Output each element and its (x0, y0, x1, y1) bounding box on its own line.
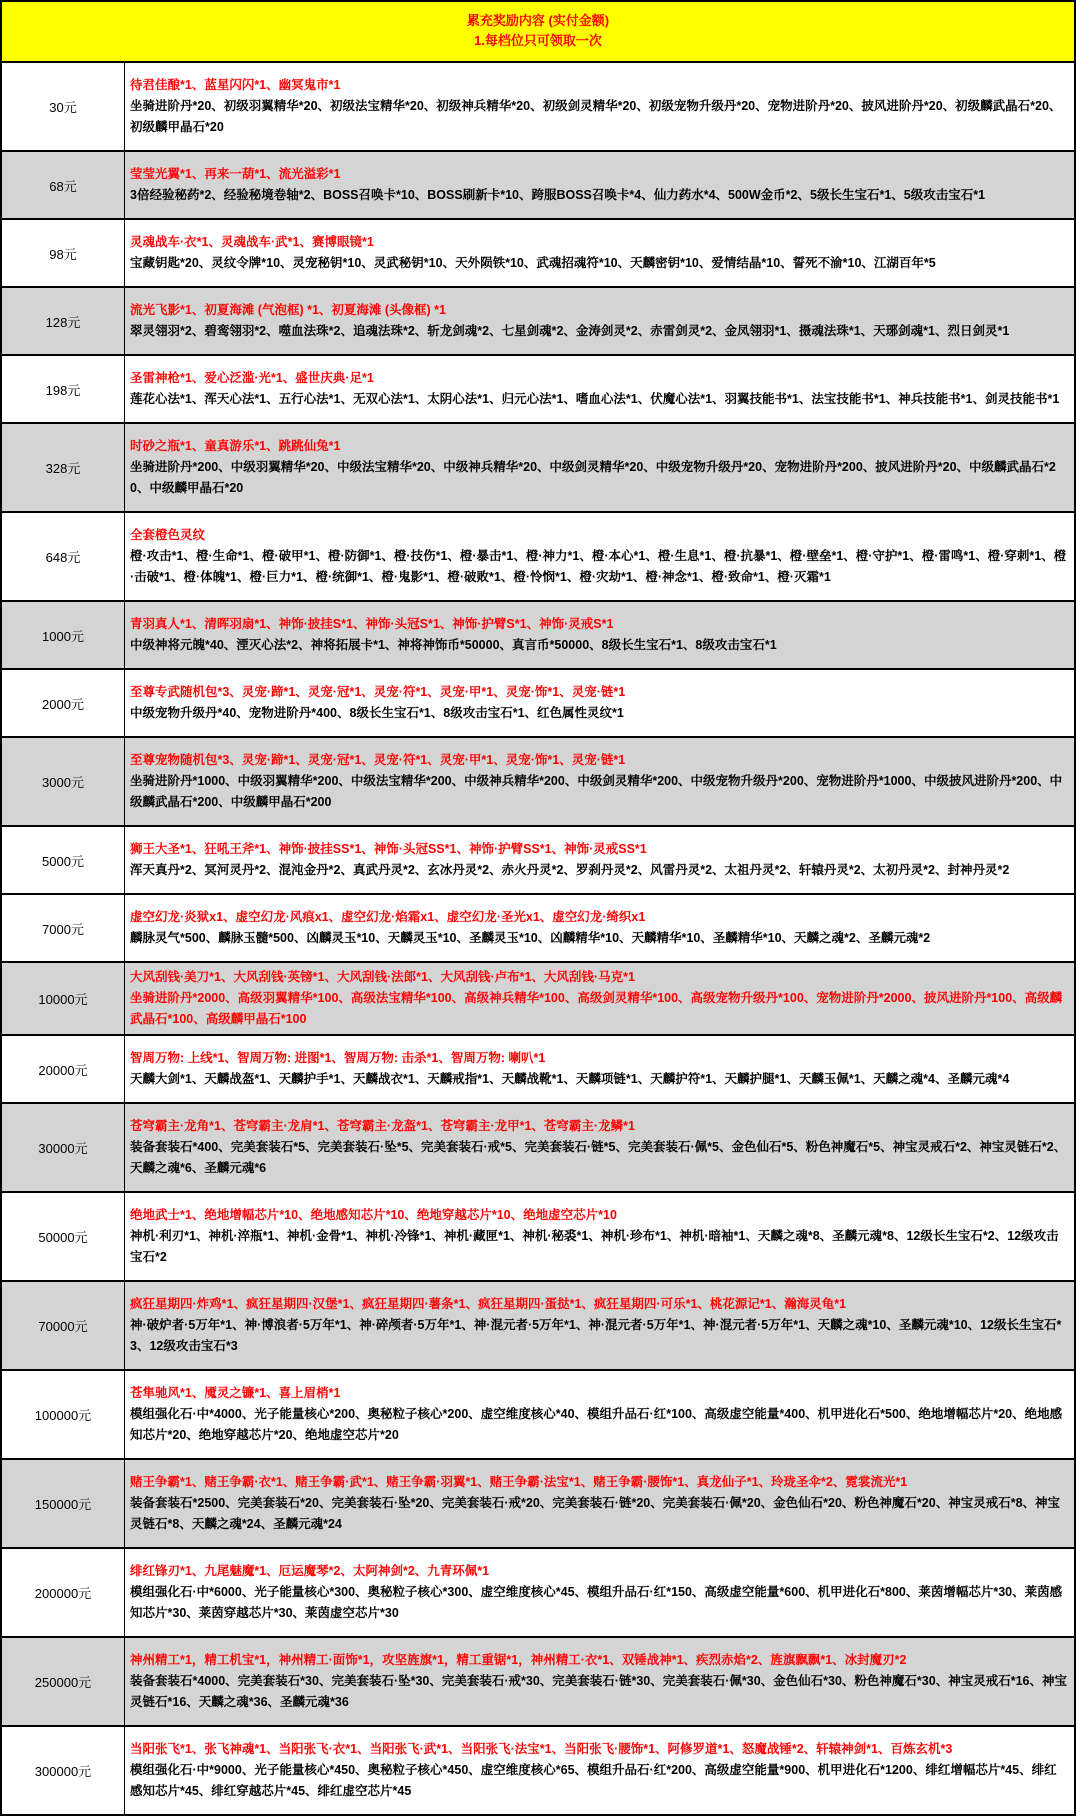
tier-price-label: 328元 (2, 424, 125, 511)
reward-row-150000 (2, 1460, 1074, 1549)
tier-price-label: 100000元 (2, 1371, 125, 1458)
special-rewards-line: 绝地武士*1、绝地增幅芯片*10、绝地感知芯片*10、绝地穿越芯片*10、绝地虚空芯片*10 (130, 1208, 617, 1222)
tier-price-label: 10000元 (2, 963, 125, 1034)
tier-price-label: 70000元 (2, 1282, 125, 1369)
regular-rewards-line: 装备套装石*2500、完美套装石*20、完美套装石·坠*20、完美套装石·戒*20、完美套装石·链*20、完美套装石·佩*20、金色仙石*20、粉色神魔石*20、神宝灵戒石*8、神宝灵链石*8、天麟之魂*24、圣麟元魂*24 (130, 1496, 1061, 1531)
regular-rewards-line: 神·破炉者·5万年*1、神·博浪者·5万年*1、神·碎颅者·5万年*1、神·混元者·5万年*1、神·混元者·5万年*1、神·混元者·5万年*1、天麟之魂*10、圣麟元魂*10、12级长生宝石*3、12级攻击宝石*3 (130, 1318, 1062, 1353)
special-rewards-line: 青羽真人*1、清晖羽扇*1、神饰·披挂S*1、神饰·头冠S*1、神饰·护臂S*1、神饰·灵戒S*1 (130, 617, 614, 631)
regular-rewards-line: 莲花心法*1、浑天心法*1、五行心法*1、无双心法*1、太阴心法*1、归元心法*1、嗜血心法*1、伏魔心法*1、羽翼技能书*1、法宝技能书*1、神兵技能书*1、剑灵技能书*1 (130, 392, 1060, 406)
reward-row-200000 (2, 1549, 1074, 1638)
reward-cell (125, 963, 1074, 1034)
special-rewards-line: 时砂之瓶*1、童真游乐*1、跳跳仙兔*1 (130, 439, 341, 453)
reward-cell (125, 1193, 1074, 1280)
special-rewards-line: 苍隼驰风*1、魇灵之镰*1、喜上眉梢*1 (130, 1386, 341, 1400)
reward-row-100000 (2, 1371, 1074, 1460)
regular-rewards-line: 模组强化石·中*9000、光子能量核心*450、奥秘粒子核心*450、虚空维度核心*65、模组升品石·红*200、高级虚空能量*900、机甲进化石*1200、绯红增幅芯片*45、绯红感知芯片*45、绯红穿越芯片*45、绯红虚空芯片*45 (130, 1763, 1057, 1798)
tier-price-label: 2000元 (2, 670, 125, 736)
tier-price-label: 20000元 (2, 1036, 125, 1102)
reward-row-198 (2, 356, 1074, 424)
special-rewards-line: 神州精工*1，精工机宝*1，神州精工·面饰*1，攻坚旌旗*1，精工重锯*1，神州精工·衣*1、双锤战神*1、疾烈赤焰*2、旌旗飘飘*1、冰封魔刃*2 (130, 1653, 907, 1667)
reward-row-10000 (2, 963, 1074, 1036)
special-rewards-line: 大风刮钱·美刀*1、大风刮钱·英镑*1、大风刮钱·法郎*1、大风刮钱·卢布*1、大风刮钱·马克*1 (130, 970, 635, 984)
regular-rewards-line: 装备套装石*400、完美套装石*5、完美套装石·坠*5、完美套装石·戒*5、完美套装石·链*5、完美套装石·佩*5、金色仙石*5、粉色神魔石*5、神宝灵戒石*2、神宝灵链石*2、天麟之魂*6、圣麟元魂*6 (130, 1140, 1067, 1175)
regular-rewards-line: 橙·攻击*1、橙·生命*1、橙·破甲*1、橙·防御*1、橙·技伤*1、橙·暴击*1、橙·神力*1、橙·本心*1、橙·生息*1、橙·抗暴*1、橙·壁垒*1、橙·守护*1、橙·雷鸣*1、橙·穿刺*1、橙·击破*1、橙·体魄*1、橙·巨力*1、橙·统御*1、橙·鬼影*1、橙·破败*1、橙·怜悯*1、橙·灾劫*1、橙·神念*1、橙·致命*1、橙·灭霜*1 (130, 549, 1067, 584)
reward-cell (125, 1638, 1074, 1725)
regular-rewards-line: 坐骑进阶丹*200、中级羽翼精华*20、中级法宝精华*20、中级神兵精华*20、中级剑灵精华*20、中级宠物升级丹*20、宠物进阶丹*200、披风进阶丹*20、中级麟武晶石*20、中级麟甲晶石*20 (130, 460, 1056, 495)
regular-rewards-line: 坐骑进阶丹*1000、中级羽翼精华*200、中级法宝精华*200、中级神兵精华*200、中级剑灵精华*200、中级宠物升级丹*200、宠物进阶丹*1000、中级披风进阶丹*200、中级麟武晶石*200、中级麟甲晶石*200 (130, 774, 1063, 809)
tier-price-label: 648元 (2, 513, 125, 600)
reward-cell (125, 1036, 1074, 1102)
reward-row-30 (2, 63, 1074, 152)
tier-price-label: 3000元 (2, 738, 125, 825)
special-rewards-line: 绯红锋刃*1、九尾魅魔*1、厄运魔琴*2、太阿神剑*2、九青环佩*1 (130, 1564, 490, 1578)
reward-row-30000 (2, 1104, 1074, 1193)
special-rewards-line: 流光飞影*1、初夏海滩 (气泡框) *1、初夏海滩 (头像框) *1 (130, 303, 446, 317)
reward-cell (125, 1460, 1074, 1547)
regular-rewards-line: 装备套装石*4000、完美套装石*30、完美套装石·坠*30、完美套装石·戒*30、完美套装石·链*30、完美套装石·佩*30、金色仙石*30、粉色神魔石*30、神宝灵戒石*16、神宝灵链石*16、天麟之魂*36、圣麟元魂*36 (130, 1674, 1067, 1709)
special-rewards-line: 圣雷神枪*1、爱心泛滥·光*1、盛世庆典·足*1 (130, 371, 374, 385)
reward-cell (125, 1282, 1074, 1369)
tier-price-label: 50000元 (2, 1193, 125, 1280)
reward-cell (125, 1549, 1074, 1636)
special-rewards-line: 智周万物: 上线*1、智周万物: 进图*1、智周万物: 击杀*1、智周万物: 喇叭*1 (130, 1051, 546, 1065)
table-title: 累充奖励内容 (实付金额) (466, 13, 610, 28)
special-rewards-line: 苍穹霸主·龙角*1、苍穹霸主·龙肩*1、苍穹霸主·龙盔*1、苍穹霸主·龙甲*1、苍穹霸主·龙鳞*1 (130, 1119, 635, 1133)
tier-price-label: 68元 (2, 152, 125, 218)
reward-row-5000 (2, 827, 1074, 895)
special-rewards-line: 灵魂战车·衣*1、灵魂战车·武*1、赛博眼镜*1 (130, 235, 374, 249)
reward-cell (125, 1104, 1074, 1191)
tier-price-label: 198元 (2, 356, 125, 422)
reward-cell (125, 513, 1074, 600)
special-rewards-line: 疯狂星期四·炸鸡*1、疯狂星期四·汉堡*1、疯狂星期四·薯条*1、疯狂星期四·蛋挞*1、疯狂星期四·可乐*1、桃花源记*1、瀚海灵龟*1 (130, 1297, 847, 1311)
reward-row-3000 (2, 738, 1074, 827)
regular-rewards-line: 天麟大剑*1、天麟战盔*1、天麟护手*1、天麟战衣*1、天麟戒指*1、天麟战靴*1、天麟项链*1、天麟护符*1、天麟护腿*1、天麟玉佩*1、天麟之魂*4、圣麟元魂*4 (130, 1072, 1010, 1086)
reward-cell (125, 895, 1074, 961)
special-rewards-line: 至尊宠物随机包*3、灵宠·蹄*1、灵宠·冠*1、灵宠·符*1、灵宠·甲*1、灵宠·饰*1、灵宠·链*1 (130, 753, 626, 767)
tier-price-label: 30000元 (2, 1104, 125, 1191)
regular-rewards-line: 中级神将元魄*40、湮灭心法*2、神将拓展卡*1、神将神饰币*50000、真言币*50000、8级长生宝石*1、8级攻击宝石*1 (130, 638, 777, 652)
regular-rewards-line: 宝藏钥匙*20、灵纹令牌*10、灵宠秘钥*10、灵武秘钥*10、天外陨铁*10、武魂招魂符*10、天麟密钥*10、爱情结晶*10、誓死不渝*10、江湖百年*5 (130, 256, 936, 270)
reward-row-128 (2, 288, 1074, 356)
tier-price-label: 30元 (2, 63, 125, 150)
tier-price-label: 5000元 (2, 827, 125, 893)
reward-cell (125, 1727, 1074, 1814)
reward-cell (125, 220, 1074, 286)
regular-rewards-line: 麟脉灵气*500、麟脉玉髓*500、凶麟灵玉*10、天麟灵玉*10、圣麟灵玉*10、凶麟精华*10、天麟精华*10、圣麟精华*10、天麟之魂*2、圣麟元魂*2 (130, 931, 931, 945)
special-rewards-line: 待君佳酿*1、蓝星闪闪*1、幽冥鬼市*1 (130, 78, 341, 92)
reward-row-50000 (2, 1193, 1074, 1282)
special-rewards-line: 当阳张飞*1、张飞神魂*1、当阳张飞·衣*1、当阳张飞·武*1、当阳张飞·法宝*1、当阳张飞·腰饰*1、阿修罗道*1、怒魔战锤*2、轩辕神剑*1、百炼玄机*3 (130, 1742, 953, 1756)
reward-cell (125, 670, 1074, 736)
tier-price-label: 200000元 (2, 1549, 125, 1636)
reward-row-70000 (2, 1282, 1074, 1371)
regular-rewards-line: 坐骑进阶丹*2000、高级羽翼精华*100、高级法宝精华*100、高级神兵精华*100、高级剑灵精华*100、高级宠物升级丹*100、宠物进阶丹*2000、披风进阶丹*100、高级麟武晶石*100、高级麟甲晶石*100 (130, 991, 1063, 1026)
reward-row-98 (2, 220, 1074, 288)
reward-row-300000 (2, 1727, 1074, 1814)
reward-cell (125, 63, 1074, 150)
reward-cell (125, 152, 1074, 218)
regular-rewards-line: 翠灵翎羽*2、碧鸾翎羽*2、噬血法珠*2、追魂法珠*2、斩龙剑魂*2、七星剑魂*2、金涛剑灵*2、赤雷剑灵*2、金凤翎羽*1、摄魂法珠*1、天琊剑魂*1、烈日剑灵*1 (130, 324, 1010, 338)
reward-cell (125, 827, 1074, 893)
reward-cell (125, 738, 1074, 825)
regular-rewards-line: 神机·利刃*1、神机·淬瓶*1、神机·金骨*1、神机·冷锋*1、神机·藏匣*1、神机·秘裘*1、神机·珍布*1、神机·暗袖*1、天麟之魂*8、圣麟元魂*8、12级长生宝石*2、12级攻击宝石*2 (130, 1229, 1059, 1264)
regular-rewards-line: 浑天真丹*2、冥河灵丹*2、混沌金丹*2、真武丹灵*2、玄冰丹灵*2、赤火丹灵*2、罗刹丹灵*2、风雷丹灵*2、太祖丹灵*2、轩辕丹灵*2、太初丹灵*2、封神丹灵*2 (130, 863, 1010, 877)
reward-cell (125, 602, 1074, 668)
reward-cell (125, 356, 1074, 422)
reward-row-648 (2, 513, 1074, 602)
special-rewards-line: 狮王大圣*1、狂吼王斧*1、神饰·披挂SS*1、神饰·头冠SS*1、神饰·护臂SS*1、神饰·灵戒SS*1 (130, 842, 647, 856)
reward-row-20000 (2, 1036, 1074, 1104)
table-header (2, 2, 1074, 63)
tier-price-label: 300000元 (2, 1727, 125, 1814)
reward-cell (125, 1371, 1074, 1458)
special-rewards-line: 赌王争霸*1、赌王争霸·衣*1、赌王争霸·武*1、赌王争霸·羽翼*1、赌王争霸·法宝*1、赌王争霸·腰饰*1、真龙仙子*1、玲珑圣伞*2、霓裳流光*1 (130, 1475, 908, 1489)
tier-price-label: 150000元 (2, 1460, 125, 1547)
regular-rewards-line: 中级宠物升级丹*40、宠物进阶丹*400、8级长生宝石*1、8级攻击宝石*1、红色属性灵纹*1 (130, 706, 624, 720)
regular-rewards-line: 模组强化石·中*4000、光子能量核心*200、奥秘粒子核心*200、虚空维度核心*40、模组升品石·红*100、高级虚空能量*400、机甲进化石*500、绝地增幅芯片*20、绝地感知芯片*20、绝地穿越芯片*20、绝地虚空芯片*20 (130, 1407, 1063, 1442)
tier-price-label: 250000元 (2, 1638, 125, 1725)
regular-rewards-line: 3倍经验秘药*2、经验秘境卷轴*2、BOSS召唤卡*10、BOSS刷新卡*10、跨服BOSS召唤卡*4、仙力药水*4、500W金币*2、5级长生宝石*1、5级攻击宝石*1 (130, 188, 986, 202)
regular-rewards-line: 坐骑进阶丹*20、初级羽翼精华*20、初级法宝精华*20、初级神兵精华*20、初级剑灵精华*20、初级宠物升级丹*20、宠物进阶丹*20、披风进阶丹*20、初级麟武晶石*20、初级麟甲晶石*20 (130, 99, 1062, 134)
special-rewards-line: 至尊专武随机包*3、灵宠·蹄*1、灵宠·冠*1、灵宠·符*1、灵宠·甲*1、灵宠·饰*1、灵宠·链*1 (130, 685, 626, 699)
reward-row-1000 (2, 602, 1074, 670)
special-rewards-line: 全套橙色灵纹 (130, 528, 206, 542)
regular-rewards-line: 模组强化石·中*6000、光子能量核心*300、奥秘粒子核心*300、虚空维度核心*45、模组升品石·红*150、高级虚空能量*600、机甲进化石*800、莱茵增幅芯片*30、莱茵感知芯片*30、莱茵穿越芯片*30、莱茵虚空芯片*30 (130, 1585, 1063, 1620)
special-rewards-line: 虚空幻龙·炎狱x1、虚空幻龙·风痕x1、虚空幻龙·焰霜x1、虚空幻龙·圣光x1、虚空幻龙·绮织x1 (130, 910, 646, 924)
tier-price-label: 1000元 (2, 602, 125, 668)
reward-row-328 (2, 424, 1074, 513)
reward-cell (125, 424, 1074, 511)
reward-row-250000 (2, 1638, 1074, 1727)
tier-price-label: 98元 (2, 220, 125, 286)
tier-price-label: 7000元 (2, 895, 125, 961)
reward-row-68 (2, 152, 1074, 220)
reward-row-2000 (2, 670, 1074, 738)
reward-row-7000 (2, 895, 1074, 963)
table-subtitle: 1.每档位只可领取一次 (474, 33, 602, 48)
reward-cell (125, 288, 1074, 354)
special-rewards-line: 莹莹光翼*1、再来一葫*1、流光溢彩*1 (130, 167, 341, 181)
tier-price-label: 128元 (2, 288, 125, 354)
